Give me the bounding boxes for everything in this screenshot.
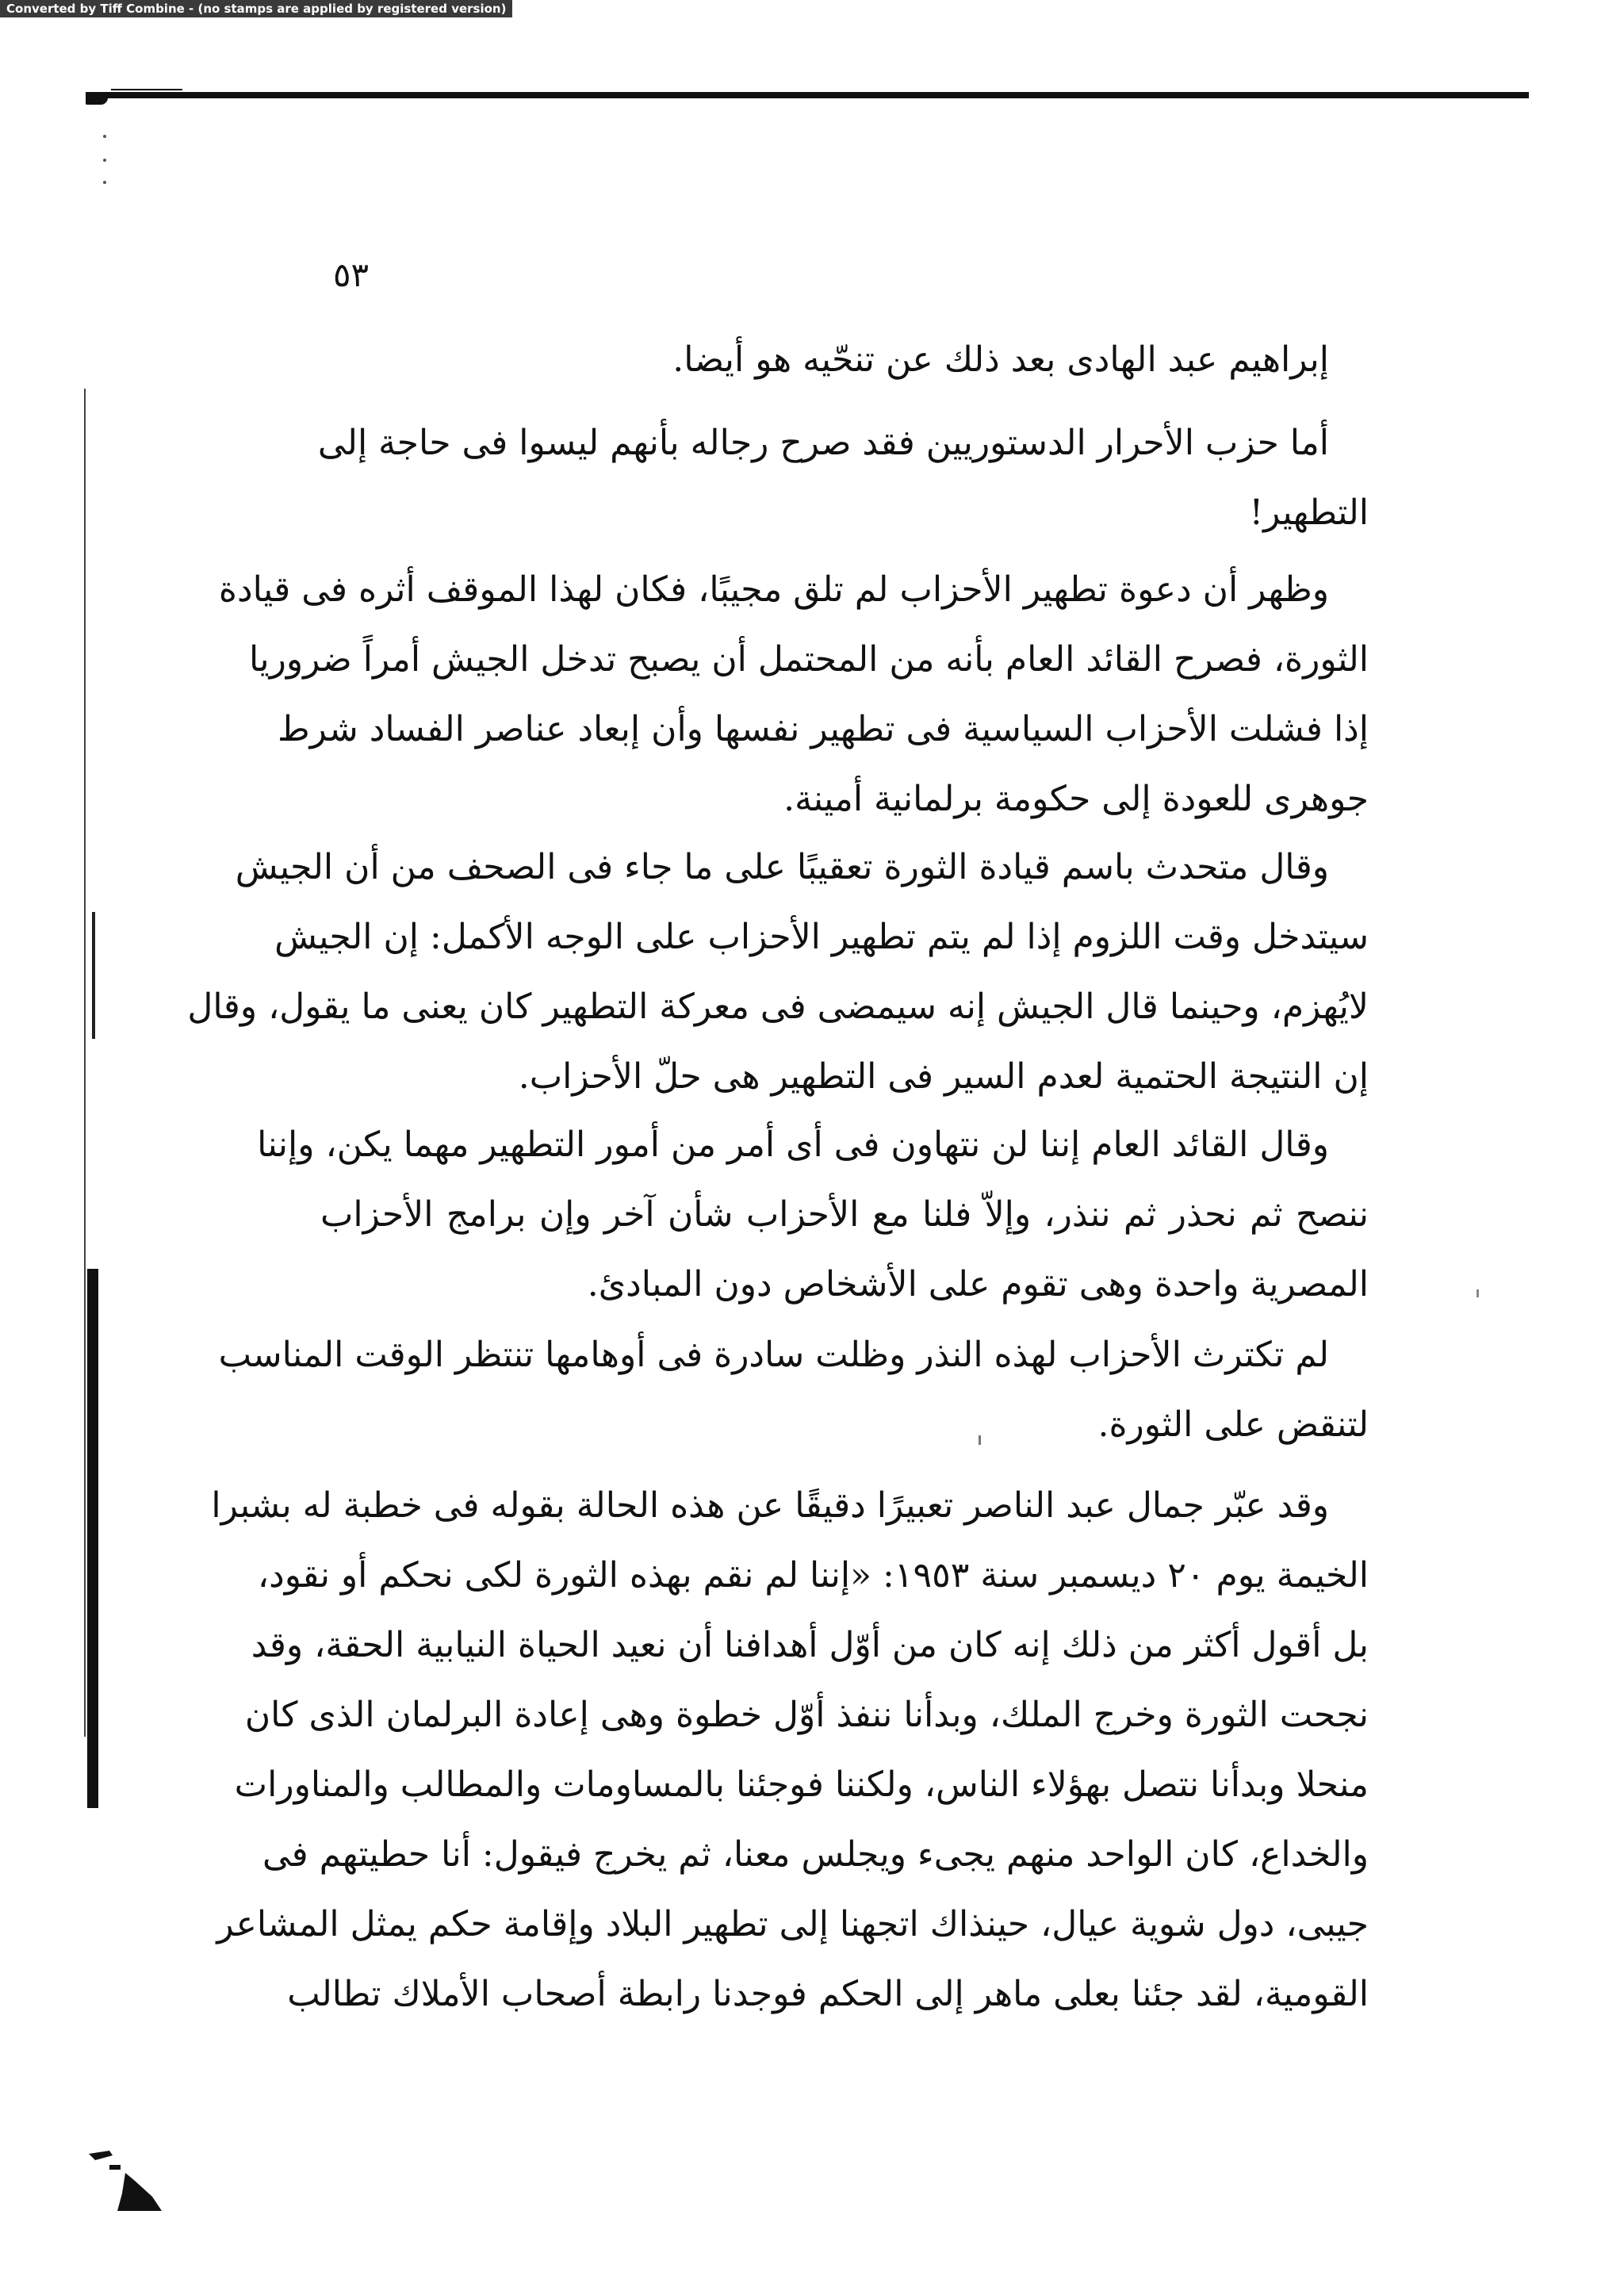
paragraph bbox=[218, 1320, 1369, 1460]
text-line: سيتدخل وقت اللزوم إذا لم يتم تطهير الأحزاب على الوجه الأكمل: إن الجيش bbox=[274, 917, 1369, 957]
text-line: وقال متحدث باسم قيادة الثورة تعقيبًا على ما جاء فى الصحف من أن الجيش bbox=[235, 847, 1329, 887]
text-line: القومية، لقد جئنا بعلى ماهر إلى الحكم فوجدنا رابطة أصحاب الأملاك تطالب bbox=[287, 1974, 1369, 2014]
top-thin-rule bbox=[111, 89, 182, 90]
text-line: إذا فشلت الأحزاب السياسية فى تطهير نفسها وأن إبعاد عناصر الفساد شرط bbox=[277, 709, 1369, 749]
binding-edge-line bbox=[84, 389, 86, 1737]
scan-dot bbox=[103, 135, 106, 138]
binding-edge-shadow bbox=[87, 1269, 98, 1808]
scan-mark-bottom-left bbox=[86, 2149, 165, 2212]
text-line: إن النتيجة الحتمية لعدم السير فى التطهير هى حلّ الأحزاب. bbox=[518, 1056, 1369, 1097]
text-line: والخداع، كان الواحد منهم يجىء ويجلس معنا، ثم يخرج فيقول: أنا حطيتهم فى bbox=[262, 1834, 1369, 1875]
text-line: وقال القائد العام إننا لن نتهاون فى أى أمر من أمور التطهير مهما يكن، وإننا bbox=[257, 1124, 1329, 1165]
converter-banner: Converted by Tiff Combine - (no stamps are applied by registered version) bbox=[0, 0, 512, 17]
scan-dot bbox=[103, 159, 106, 162]
text-line: إبراهيم عبد الهادى بعد ذلك عن تنحّيه هو أيضا. bbox=[672, 339, 1329, 380]
paragraph bbox=[317, 408, 1369, 548]
text-line: الثورة، فصرح القائد العام بأنه من المحتمل أن يصبح تدخل الجيش أمراً ضروريا bbox=[248, 639, 1369, 680]
text-line: التطهير! bbox=[1249, 492, 1369, 533]
text-line: نجحت الثورة وخرج الملك، وبدأنا ننفذ أوّل خطوة وهى إعادة البرلمان الذى كان bbox=[244, 1695, 1369, 1735]
paragraph bbox=[211, 1471, 1369, 2029]
text-line: أما حزب الأحرار الدستوريين فقد صرح رجاله بأنهم ليسوا فى حاجة إلى bbox=[317, 423, 1329, 463]
text-line: الخيمة يوم ٢٠ ديسمبر سنة ١٩٥٣: «إننا لم نقم بهذه الثورة لكى نحكم أو نقود، bbox=[257, 1555, 1369, 1596]
paragraph bbox=[187, 833, 1369, 1112]
page-number: ٥٣ bbox=[333, 255, 370, 294]
paragraph bbox=[320, 325, 1369, 395]
text-line: منحلا وبدأنا نتصل بهؤلاء الناس، ولكننا فوجئنا بالمساومات والمطالب والمناورات bbox=[234, 1764, 1369, 1805]
binding-edge-tick bbox=[92, 912, 95, 1039]
text-line: وظهر أن دعوة تطهير الأحزاب لم تلق مجيبًا، فكان لهذا الموقف أثره فى قيادة bbox=[218, 569, 1329, 610]
scan-mark-top-left bbox=[86, 94, 108, 105]
text-line: لم تكترث الأحزاب لهذه النذر وظلت سادرة فى أوهامها تنتظر الوقت المناسب bbox=[218, 1335, 1329, 1375]
text-line: جيبى، دول شوية عيال، حينذاك اتجهنا إلى تطهير البلاد وإقامة حكم يمثل المشاعر bbox=[216, 1904, 1369, 1944]
text-line: لتنقض على الثورة. bbox=[1097, 1404, 1369, 1445]
text-line: بل أقول أكثر من ذلك إنه كان من أوّل أهدافنا أن نعيد الحياة النيابية الحقة، وقد bbox=[251, 1625, 1369, 1665]
text-line: ننصح ثم نحذر ثم ننذر، وإلاّ فلنا مع الأحزاب شأن آخر وإن برامج الأحزاب bbox=[320, 1194, 1369, 1235]
text-line: جوهرى للعودة إلى حكومة برلمانية أمينة. bbox=[783, 779, 1369, 819]
scan-dot bbox=[103, 181, 106, 184]
paragraph bbox=[218, 555, 1369, 834]
scan-speck bbox=[1477, 1289, 1479, 1297]
text-line: وقد عبّر جمال عبد الناصر تعبيرًا دقيقًا عن هذه الحالة بقوله فى خطبة له بشبرا bbox=[211, 1485, 1329, 1526]
text-line: المصرية واحدة وهى تقوم على الأشخاص دون المبادئ. bbox=[587, 1264, 1369, 1304]
text-line: لايُهزم، وحينما قال الجيش إنه سيمضى فى معركة التطهير كان يعنى ما يقول، وقال bbox=[187, 987, 1369, 1027]
paragraph bbox=[257, 1110, 1369, 1320]
